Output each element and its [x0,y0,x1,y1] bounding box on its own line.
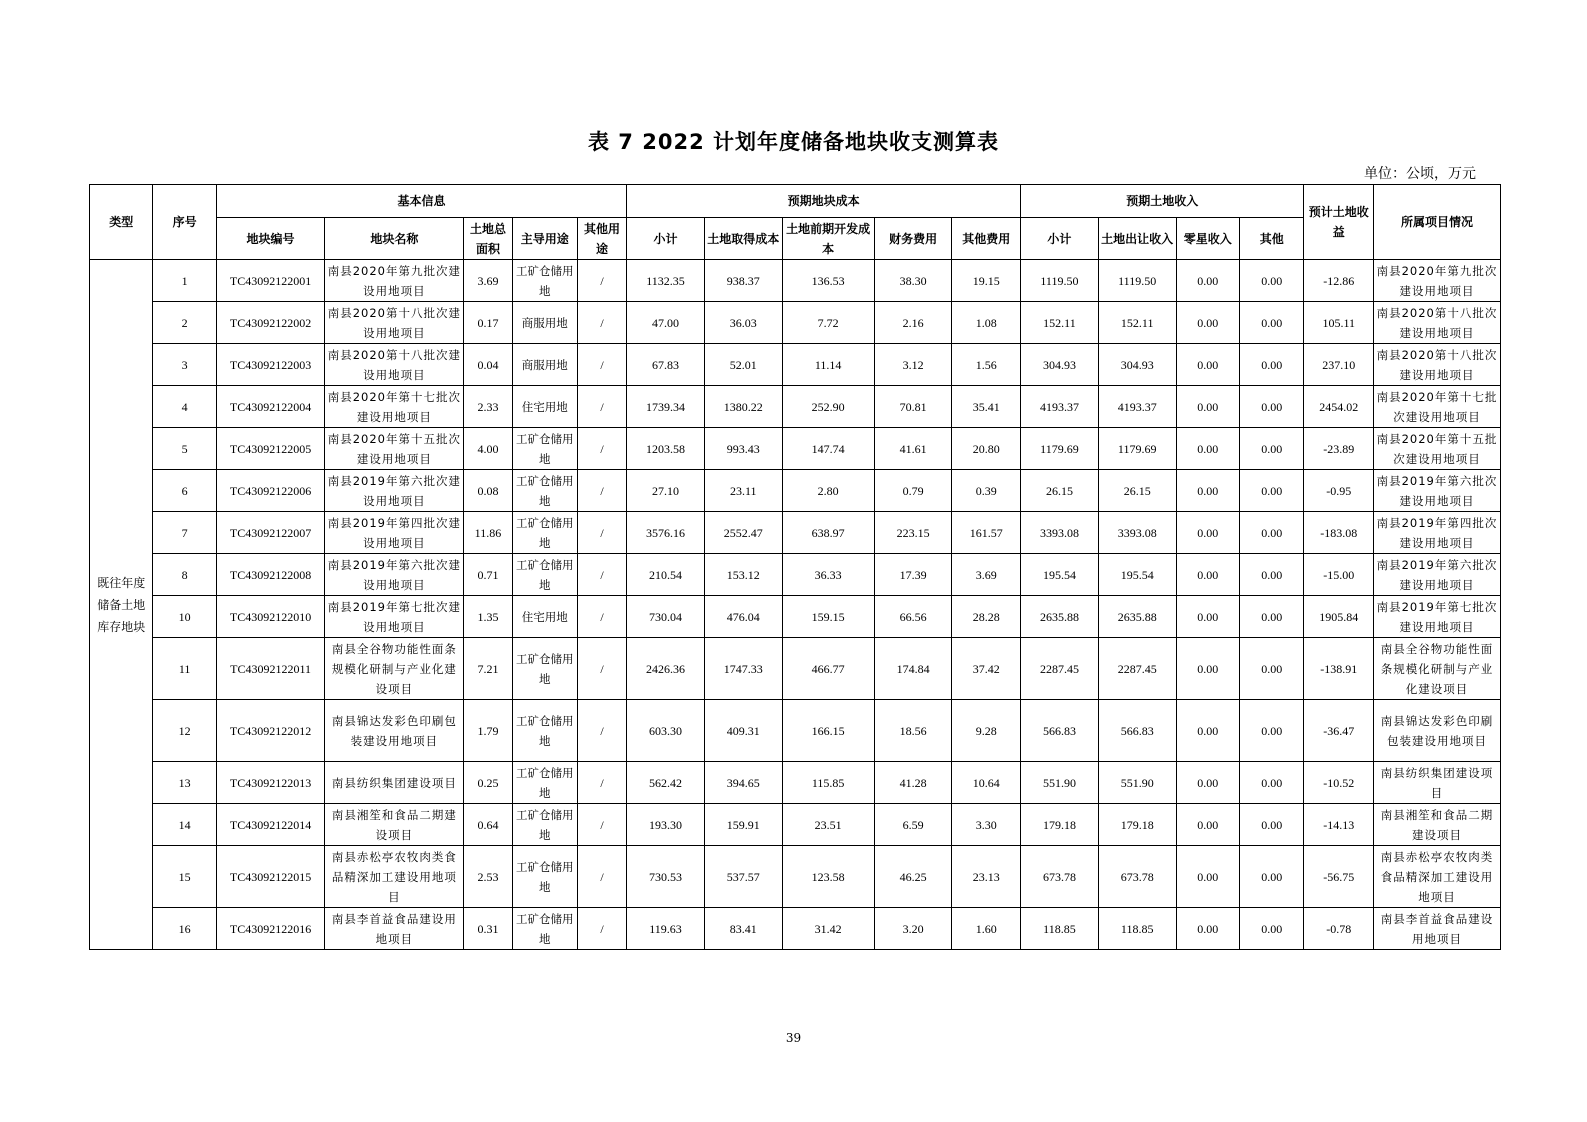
cost-fin-cell: 17.39 [874,554,952,596]
header-cost-development: 土地前期开发成本 [782,218,874,260]
seq-cell: 8 [153,554,216,596]
inc-misc-cell: 0.00 [1176,302,1239,344]
project-cell: 南县2020年第十五批次建设用地项目 [1374,428,1501,470]
cost-acq-cell: 83.41 [704,908,782,950]
inc-other-cell: 0.00 [1239,386,1303,428]
name-cell: 南县2019年第六批次建设用地项目 [325,554,464,596]
inc-misc-cell: 0.00 [1176,554,1239,596]
cost-acq-cell: 23.11 [704,470,782,512]
seq-cell: 13 [153,762,216,804]
seq-cell: 2 [153,302,216,344]
inc-misc-cell: 0.00 [1176,908,1239,950]
other-use-cell: / [577,260,626,302]
inc-other-cell: 0.00 [1239,638,1303,700]
table-row [90,260,1501,302]
inc-misc-cell: 0.00 [1176,260,1239,302]
other-use-cell: / [577,908,626,950]
cost-fin-cell: 0.79 [874,470,952,512]
cost-dev-cell: 123.58 [782,846,874,908]
inc-other-cell: 0.00 [1239,512,1303,554]
other-use-cell: / [577,638,626,700]
area-cell: 2.33 [464,386,512,428]
cost-other-cell: 35.41 [952,386,1021,428]
name-cell: 南县锦达发彩色印刷包装建设用地项目 [325,700,464,762]
cost-acq-cell: 993.43 [704,428,782,470]
cost-fin-cell: 3.20 [874,908,952,950]
name-cell: 南县赤松亭农牧肉类食品精深加工建设用地项目 [325,846,464,908]
profit-cell: -0.78 [1304,908,1374,950]
inc-transfer-cell: 4193.37 [1098,386,1176,428]
name-cell: 南县2020第十八批次建设用地项目 [325,302,464,344]
project-cell: 南县锦达发彩色印刷包装建设用地项目 [1374,700,1501,762]
inc-transfer-cell: 118.85 [1098,908,1176,950]
table-row [90,804,1501,846]
table-row [90,386,1501,428]
table-row [90,700,1501,762]
other-use-cell: / [577,804,626,846]
header-expected-cost: 预期地块成本 [627,185,1021,218]
table-row [90,638,1501,700]
category-cell: 既往年度储备土地库存地块 [90,260,153,950]
code-cell: TC43092122004 [216,386,324,428]
seq-cell: 11 [153,638,216,700]
name-cell: 南县2019年第七批次建设用地项目 [325,596,464,638]
table-row [90,908,1501,950]
cost-acq-cell: 52.01 [704,344,782,386]
cost-fin-cell: 2.16 [874,302,952,344]
cost-fin-cell: 41.28 [874,762,952,804]
table-row [90,470,1501,512]
cost-acq-cell: 409.31 [704,700,782,762]
cost-dev-cell: 136.53 [782,260,874,302]
name-cell: 南县2020年第九批次建设用地项目 [325,260,464,302]
inc-transfer-cell: 3393.08 [1098,512,1176,554]
profit-cell: -56.75 [1304,846,1374,908]
cost-fin-cell: 41.61 [874,428,952,470]
header-income-other: 其他 [1239,218,1303,260]
code-cell: TC43092122013 [216,762,324,804]
cost-fin-cell: 18.56 [874,700,952,762]
inc-transfer-cell: 2287.45 [1098,638,1176,700]
table-row [90,302,1501,344]
code-cell: TC43092122007 [216,512,324,554]
cost-other-cell: 1.56 [952,344,1021,386]
cost-acq-cell: 394.65 [704,762,782,804]
project-cell: 南县2019年第六批次建设用地项目 [1374,470,1501,512]
name-cell: 南县2020年第十五批次建设用地项目 [325,428,464,470]
profit-cell: 2454.02 [1304,386,1374,428]
table-row [90,344,1501,386]
project-cell: 南县2020第十八批次建设用地项目 [1374,344,1501,386]
cost-other-cell: 19.15 [952,260,1021,302]
inc-other-cell: 0.00 [1239,804,1303,846]
seq-cell: 1 [153,260,216,302]
cost-total-cell: 193.30 [627,804,705,846]
cost-dev-cell: 23.51 [782,804,874,846]
inc-misc-cell: 0.00 [1176,762,1239,804]
cost-other-cell: 9.28 [952,700,1021,762]
header-cost-finance: 财务费用 [874,218,952,260]
area-cell: 0.64 [464,804,512,846]
header-plot-name: 地块名称 [325,218,464,260]
project-cell: 南县纺织集团建设项目 [1374,762,1501,804]
inc-transfer-cell: 1179.69 [1098,428,1176,470]
cost-dev-cell: 31.42 [782,908,874,950]
cost-dev-cell: 159.15 [782,596,874,638]
profit-cell: 1905.84 [1304,596,1374,638]
name-cell: 南县湘笙和食品二期建设项目 [325,804,464,846]
name-cell: 南县纺织集团建设项目 [325,762,464,804]
cost-total-cell: 730.04 [627,596,705,638]
inc-transfer-cell: 195.54 [1098,554,1176,596]
use-cell: 工矿仓储用地 [512,512,577,554]
cost-total-cell: 2426.36 [627,638,705,700]
inc-other-cell: 0.00 [1239,846,1303,908]
cost-total-cell: 562.42 [627,762,705,804]
seq-cell: 12 [153,700,216,762]
header-expected-income: 预期土地收入 [1021,185,1304,218]
cost-fin-cell: 38.30 [874,260,952,302]
cost-acq-cell: 159.91 [704,804,782,846]
name-cell: 南县全谷物功能性面条规模化研制与产业化建设项目 [325,638,464,700]
code-cell: TC43092122003 [216,344,324,386]
cost-other-cell: 3.30 [952,804,1021,846]
name-cell: 南县李首益食品建设用地项目 [325,908,464,950]
cost-acq-cell: 153.12 [704,554,782,596]
other-use-cell: / [577,386,626,428]
cost-dev-cell: 115.85 [782,762,874,804]
inc-other-cell: 0.00 [1239,470,1303,512]
table-row [90,762,1501,804]
inc-transfer-cell: 152.11 [1098,302,1176,344]
table-body [90,260,1501,950]
area-cell: 0.25 [464,762,512,804]
header-income-misc: 零星收入 [1176,218,1239,260]
header-cost-acquisition: 土地取得成本 [704,218,782,260]
area-cell: 11.86 [464,512,512,554]
area-cell: 1.79 [464,700,512,762]
inc-other-cell: 0.00 [1239,302,1303,344]
inc-transfer-cell: 673.78 [1098,846,1176,908]
code-cell: TC43092122008 [216,554,324,596]
project-cell: 南县2020年第九批次建设用地项目 [1374,260,1501,302]
cost-total-cell: 47.00 [627,302,705,344]
inc-transfer-cell: 551.90 [1098,762,1176,804]
project-cell: 南县赤松亭农牧肉类食品精深加工建设用地项目 [1374,846,1501,908]
area-cell: 0.08 [464,470,512,512]
area-cell: 2.53 [464,846,512,908]
inc-total-cell: 1179.69 [1021,428,1099,470]
inc-total-cell: 566.83 [1021,700,1099,762]
header-expected-profit: 预计土地收益 [1304,185,1374,260]
code-cell: TC43092122015 [216,846,324,908]
cost-total-cell: 1203.58 [627,428,705,470]
name-cell: 南县2020年第十七批次建设用地项目 [325,386,464,428]
profit-cell: -23.89 [1304,428,1374,470]
inc-misc-cell: 0.00 [1176,700,1239,762]
inc-total-cell: 3393.08 [1021,512,1099,554]
inc-total-cell: 551.90 [1021,762,1099,804]
cost-acq-cell: 36.03 [704,302,782,344]
seq-cell: 5 [153,428,216,470]
code-cell: TC43092122006 [216,470,324,512]
project-cell: 南县2019年第七批次建设用地项目 [1374,596,1501,638]
code-cell: TC43092122011 [216,638,324,700]
inc-total-cell: 195.54 [1021,554,1099,596]
use-cell: 工矿仓储用地 [512,700,577,762]
inc-transfer-cell: 1119.50 [1098,260,1176,302]
inc-total-cell: 2287.45 [1021,638,1099,700]
profit-cell: -15.00 [1304,554,1374,596]
inc-misc-cell: 0.00 [1176,846,1239,908]
cost-dev-cell: 7.72 [782,302,874,344]
inc-transfer-cell: 304.93 [1098,344,1176,386]
cost-other-cell: 0.39 [952,470,1021,512]
cost-fin-cell: 174.84 [874,638,952,700]
profit-cell: -14.13 [1304,804,1374,846]
unit-note: 单位：公顷，万元 [1364,166,1476,182]
inc-total-cell: 304.93 [1021,344,1099,386]
header-main-use: 主导用途 [512,218,577,260]
profit-cell: -138.91 [1304,638,1374,700]
code-cell: TC43092122014 [216,804,324,846]
other-use-cell: / [577,344,626,386]
other-use-cell: / [577,596,626,638]
seq-cell: 14 [153,804,216,846]
page-number: 39 [785,1031,802,1045]
cost-acq-cell: 1380.22 [704,386,782,428]
cost-other-cell: 28.28 [952,596,1021,638]
use-cell: 住宅用地 [512,386,577,428]
use-cell: 工矿仓储用地 [512,638,577,700]
code-cell: TC43092122002 [216,302,324,344]
area-cell: 1.35 [464,596,512,638]
cost-other-cell: 1.08 [952,302,1021,344]
inc-other-cell: 0.00 [1239,260,1303,302]
cost-total-cell: 1739.34 [627,386,705,428]
cost-total-cell: 27.10 [627,470,705,512]
inc-other-cell: 0.00 [1239,596,1303,638]
use-cell: 工矿仓储用地 [512,470,577,512]
inc-total-cell: 2635.88 [1021,596,1099,638]
cost-fin-cell: 46.25 [874,846,952,908]
inc-other-cell: 0.00 [1239,700,1303,762]
inc-transfer-cell: 26.15 [1098,470,1176,512]
header-other-use: 其他用途 [577,218,626,260]
inc-other-cell: 0.00 [1239,554,1303,596]
profit-cell: 237.10 [1304,344,1374,386]
cost-dev-cell: 11.14 [782,344,874,386]
use-cell: 工矿仓储用地 [512,554,577,596]
code-cell: TC43092122012 [216,700,324,762]
inc-misc-cell: 0.00 [1176,428,1239,470]
other-use-cell: / [577,302,626,344]
use-cell: 商服用地 [512,344,577,386]
cost-fin-cell: 223.15 [874,512,952,554]
cost-other-cell: 1.60 [952,908,1021,950]
inc-misc-cell: 0.00 [1176,512,1239,554]
inc-transfer-cell: 2635.88 [1098,596,1176,638]
cost-acq-cell: 537.57 [704,846,782,908]
other-use-cell: / [577,554,626,596]
project-cell: 南县全谷物功能性面条规模化研制与产业化建设项目 [1374,638,1501,700]
cost-dev-cell: 2.80 [782,470,874,512]
project-cell: 南县2020年第十七批次建设用地项目 [1374,386,1501,428]
cost-dev-cell: 638.97 [782,512,874,554]
other-use-cell: / [577,846,626,908]
inc-misc-cell: 0.00 [1176,386,1239,428]
table-row [90,554,1501,596]
other-use-cell: / [577,512,626,554]
use-cell: 住宅用地 [512,596,577,638]
profit-cell: -12.86 [1304,260,1374,302]
seq-cell: 4 [153,386,216,428]
cost-total-cell: 3576.16 [627,512,705,554]
header-project: 所属项目情况 [1374,185,1501,260]
page-title: 表 7 2022 计划年度储备地块收支测算表 [588,130,999,154]
name-cell: 南县2019年第四批次建设用地项目 [325,512,464,554]
cost-total-cell: 1132.35 [627,260,705,302]
use-cell: 工矿仓储用地 [512,908,577,950]
cost-acq-cell: 1747.33 [704,638,782,700]
seq-cell: 3 [153,344,216,386]
inc-total-cell: 152.11 [1021,302,1099,344]
inc-misc-cell: 0.00 [1176,596,1239,638]
cost-dev-cell: 147.74 [782,428,874,470]
project-cell: 南县李首益食品建设用地项目 [1374,908,1501,950]
inc-transfer-cell: 566.83 [1098,700,1176,762]
area-cell: 4.00 [464,428,512,470]
budget-table [89,184,1501,950]
area-cell: 7.21 [464,638,512,700]
code-cell: TC43092122016 [216,908,324,950]
seq-cell: 10 [153,596,216,638]
header-row-columns [90,218,1501,260]
inc-misc-cell: 0.00 [1176,470,1239,512]
use-cell: 工矿仓储用地 [512,762,577,804]
header-seq: 序号 [153,185,216,260]
code-cell: TC43092122001 [216,260,324,302]
use-cell: 工矿仓储用地 [512,804,577,846]
cost-fin-cell: 3.12 [874,344,952,386]
profit-cell: -36.47 [1304,700,1374,762]
header-total-area: 土地总面积 [464,218,512,260]
other-use-cell: / [577,700,626,762]
cost-other-cell: 10.64 [952,762,1021,804]
cost-fin-cell: 66.56 [874,596,952,638]
cost-fin-cell: 6.59 [874,804,952,846]
cost-other-cell: 161.57 [952,512,1021,554]
name-cell: 南县2020第十八批次建设用地项目 [325,344,464,386]
inc-other-cell: 0.00 [1239,908,1303,950]
inc-total-cell: 26.15 [1021,470,1099,512]
cost-other-cell: 37.42 [952,638,1021,700]
cost-total-cell: 67.83 [627,344,705,386]
cost-fin-cell: 70.81 [874,386,952,428]
project-cell: 南县2019年第六批次建设用地项目 [1374,554,1501,596]
inc-misc-cell: 0.00 [1176,804,1239,846]
inc-total-cell: 118.85 [1021,908,1099,950]
inc-total-cell: 179.18 [1021,804,1099,846]
inc-other-cell: 0.00 [1239,344,1303,386]
table-row [90,428,1501,470]
area-cell: 0.71 [464,554,512,596]
use-cell: 工矿仓储用地 [512,260,577,302]
cost-acq-cell: 2552.47 [704,512,782,554]
profit-cell: -183.08 [1304,512,1374,554]
cost-acq-cell: 476.04 [704,596,782,638]
project-cell: 南县2019年第四批次建设用地项目 [1374,512,1501,554]
inc-other-cell: 0.00 [1239,428,1303,470]
inc-misc-cell: 0.00 [1176,638,1239,700]
inc-misc-cell: 0.00 [1176,344,1239,386]
use-cell: 工矿仓储用地 [512,846,577,908]
header-plot-code: 地块编号 [216,218,324,260]
seq-cell: 16 [153,908,216,950]
code-cell: TC43092122005 [216,428,324,470]
other-use-cell: / [577,470,626,512]
project-cell: 南县湘笙和食品二期建设项目 [1374,804,1501,846]
code-cell: TC43092122010 [216,596,324,638]
cost-other-cell: 20.80 [952,428,1021,470]
cost-dev-cell: 36.33 [782,554,874,596]
table-row [90,596,1501,638]
header-type: 类型 [90,185,153,260]
header-row-groups [90,185,1501,218]
table-row [90,846,1501,908]
profit-cell: -0.95 [1304,470,1374,512]
header-income-transfer: 土地出让收入 [1098,218,1176,260]
seq-cell: 7 [153,512,216,554]
inc-other-cell: 0.00 [1239,762,1303,804]
profit-cell: -10.52 [1304,762,1374,804]
other-use-cell: / [577,428,626,470]
use-cell: 商服用地 [512,302,577,344]
cost-dev-cell: 166.15 [782,700,874,762]
profit-cell: 105.11 [1304,302,1374,344]
inc-transfer-cell: 179.18 [1098,804,1176,846]
inc-total-cell: 4193.37 [1021,386,1099,428]
use-cell: 工矿仓储用地 [512,428,577,470]
cost-total-cell: 119.63 [627,908,705,950]
area-cell: 3.69 [464,260,512,302]
cost-other-cell: 23.13 [952,846,1021,908]
other-use-cell: / [577,762,626,804]
header-basic-info: 基本信息 [216,185,626,218]
table-row [90,512,1501,554]
seq-cell: 15 [153,846,216,908]
cost-other-cell: 3.69 [952,554,1021,596]
area-cell: 0.31 [464,908,512,950]
header-income-subtotal: 小计 [1021,218,1099,260]
area-cell: 0.17 [464,302,512,344]
name-cell: 南县2019年第六批次建设用地项目 [325,470,464,512]
cost-dev-cell: 466.77 [782,638,874,700]
seq-cell: 6 [153,470,216,512]
header-cost-subtotal: 小计 [627,218,705,260]
cost-total-cell: 210.54 [627,554,705,596]
cost-total-cell: 730.53 [627,846,705,908]
cost-acq-cell: 938.37 [704,260,782,302]
cost-total-cell: 603.30 [627,700,705,762]
cost-dev-cell: 252.90 [782,386,874,428]
inc-total-cell: 673.78 [1021,846,1099,908]
header-cost-other: 其他费用 [952,218,1021,260]
area-cell: 0.04 [464,344,512,386]
project-cell: 南县2020第十八批次建设用地项目 [1374,302,1501,344]
inc-total-cell: 1119.50 [1021,260,1099,302]
